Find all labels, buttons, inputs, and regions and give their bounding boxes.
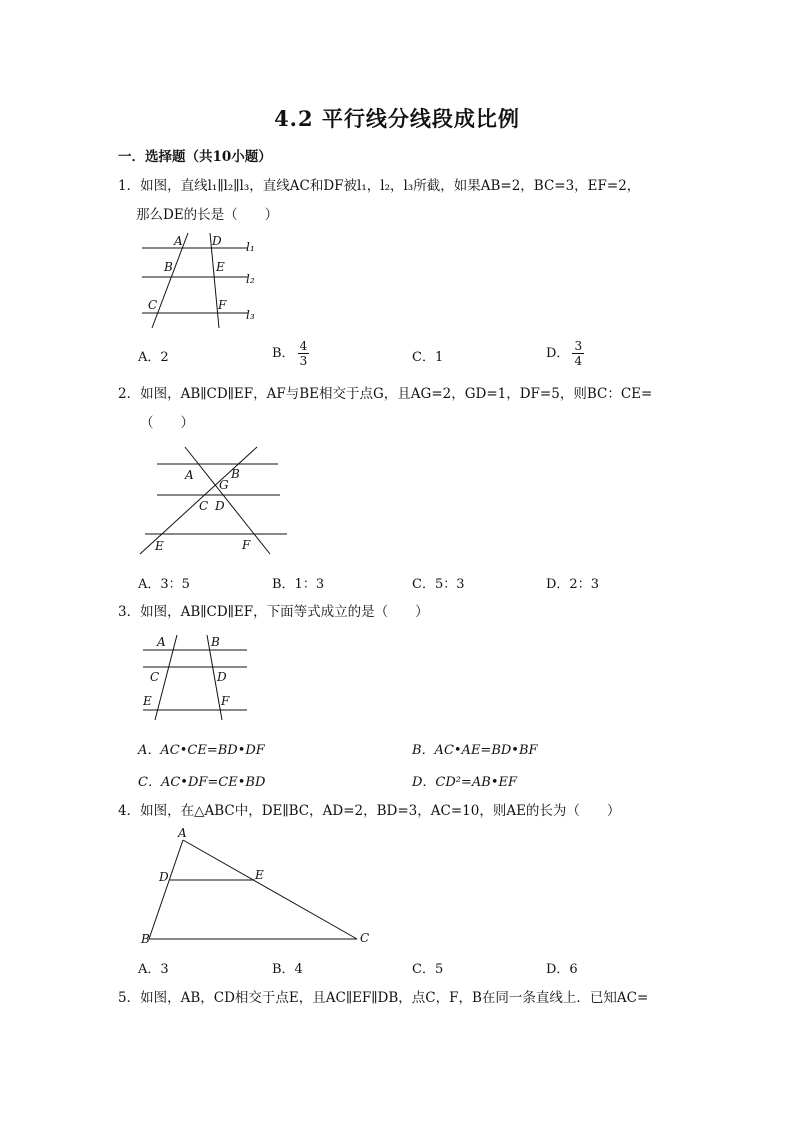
q4-option-c[interactable]: C．5	[412, 962, 444, 977]
point-label-A: A	[178, 826, 187, 840]
fraction-denominator: 4	[574, 354, 583, 368]
q1-option-d-prefix: D．	[546, 346, 570, 361]
point-label-G: G	[219, 478, 229, 492]
point-label-D: D	[159, 870, 169, 884]
page-title: 4.2 平行线分线段成比例	[274, 106, 520, 131]
point-label-A: A	[174, 234, 183, 248]
fraction-denominator: 3	[299, 354, 308, 368]
point-label-F: F	[221, 694, 230, 708]
line-label-l1: l₁	[246, 240, 255, 254]
point-label-D: D	[212, 234, 222, 248]
point-label-C: C	[150, 670, 160, 684]
point-label-B: B	[164, 260, 173, 274]
point-label-D: D	[215, 499, 225, 513]
question-2-figure	[135, 442, 295, 557]
question-2-text-line2: （ ）	[140, 415, 194, 431]
q2-option-a[interactable]: A．3：5	[138, 577, 190, 592]
question-2-text-line1: 2．如图，AB∥CD∥EF，AF与BE相交于点G，且AG=2，GD=1，DF=5，则BC：CE=	[118, 386, 653, 402]
q1-option-a[interactable]: A．2	[138, 350, 169, 365]
question-1-text-line1: 1．如图，直线l₁∥l₂∥l₃，直线AC和DF被l₁，l₂，l₃所截，如果AB=2，BC=3，EF=2，	[118, 178, 641, 194]
q1-option-d-fraction	[572, 339, 584, 368]
point-label-C: C	[148, 298, 158, 312]
q2-option-b[interactable]: B．1：3	[272, 577, 325, 592]
question-5-text: 5．如图，AB，CD相交于点E，且AC∥EF∥DB，点C，F，B在同一条直线上．已知AC=	[118, 990, 649, 1006]
question-1-figure	[130, 230, 270, 335]
point-label-D: D	[217, 670, 227, 684]
point-label-F: F	[242, 538, 251, 552]
q4-option-a[interactable]: A．3	[138, 962, 169, 977]
point-label-F: F	[218, 298, 227, 312]
q4-option-b[interactable]: B．4	[272, 962, 303, 977]
q1-option-b-prefix: B．	[272, 346, 295, 361]
q3-option-a[interactable]: A．AC•CE=BD•DF	[138, 743, 265, 758]
point-label-B: B	[211, 635, 220, 649]
point-label-B: B	[141, 932, 150, 946]
point-label-B: B	[231, 467, 240, 481]
question-4-figure	[135, 825, 380, 950]
question-1-text-line2: 那么DE的长是（ ）	[136, 207, 279, 223]
q1-option-b-fraction	[298, 339, 310, 368]
q3-option-c[interactable]: C．AC•DF=CE•BD	[138, 775, 266, 790]
question-4-text: 4．如图，在△ABC中，DE∥BC，AD=2，BD=3，AC=10，则AE的长为（ ）	[118, 803, 621, 819]
q4-option-d[interactable]: D．6	[546, 962, 578, 977]
line-label-l2: l₂	[246, 272, 255, 286]
q2-option-d[interactable]: D．2：3	[546, 577, 599, 592]
q1-option-c[interactable]: C．1	[412, 350, 444, 365]
point-label-C: C	[199, 499, 209, 513]
line-label-l3: l₃	[246, 308, 255, 322]
q3-option-d[interactable]: D．CD²=AB•EF	[412, 775, 518, 790]
question-3-text: 3．如图，AB∥CD∥EF，下面等式成立的是（ ）	[118, 604, 429, 620]
q1-option-d[interactable]	[546, 339, 584, 368]
point-label-E: E	[155, 539, 164, 553]
point-label-E: E	[255, 868, 264, 882]
q1-option-b[interactable]	[272, 339, 309, 368]
q3-option-b[interactable]: B．AC•AE=BD•BF	[412, 743, 538, 758]
section-heading: 一．选择题（共10小题）	[118, 149, 272, 165]
point-label-A: A	[185, 468, 194, 482]
fraction-numerator: 3	[574, 339, 583, 353]
point-label-E: E	[143, 694, 152, 708]
point-label-E: E	[216, 260, 225, 274]
point-label-C: C	[360, 931, 370, 945]
q2-option-c[interactable]: C．5：3	[412, 577, 465, 592]
point-label-A: A	[157, 635, 166, 649]
fraction-numerator: 4	[299, 339, 308, 353]
question-3-figure	[135, 632, 255, 727]
